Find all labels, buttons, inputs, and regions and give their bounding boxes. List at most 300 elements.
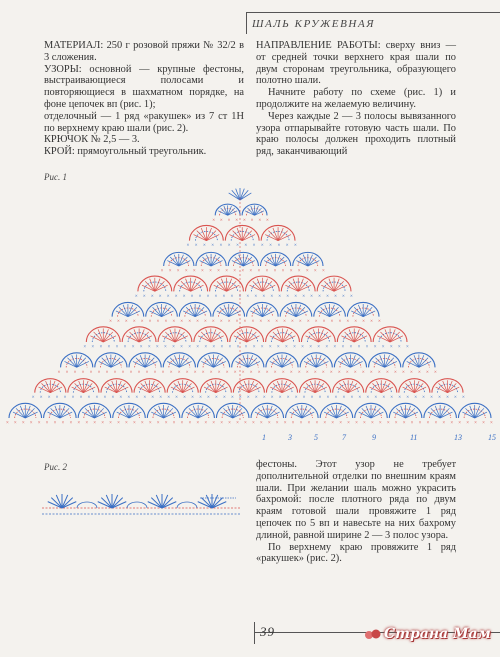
stitch-spoke [175,332,185,342]
chain-mark: × [194,243,198,249]
chain-mark: × [438,395,441,401]
stitch-spoke [287,307,296,316]
chain-mark: × [450,421,454,426]
chain-mark: × [153,370,157,376]
chain-mark: × [301,345,304,350]
chain-mark: × [143,395,147,401]
chain-mark: × [238,395,242,401]
chain-mark: × [342,395,346,401]
stitch-spoke [211,257,220,266]
chain-mark: × [474,421,477,426]
chain-mark: × [314,319,318,325]
chain-mark: × [265,269,269,274]
chain-mark: × [236,421,239,426]
chain-mark: × [283,319,286,325]
stitch-spoke [267,257,276,266]
chain-mark: × [378,319,381,325]
chain-mark: × [326,294,329,300]
chain-mark: × [313,370,317,376]
chain-mark: × [349,345,353,350]
stitch-spoke [227,281,237,291]
chain-mark: × [458,421,462,426]
chain-mark: × [331,421,335,426]
figure-2-label: Рис. 2 [44,462,67,472]
chain-mark: × [71,395,75,401]
chain-mark: × [406,395,410,401]
chain-mark: × [401,370,405,376]
chain-mark: × [169,370,173,376]
stitch-spoke [390,332,400,342]
chain-mark: × [185,370,189,376]
chain-mark: × [107,345,111,350]
chain-mark: × [390,395,394,401]
chain-mark: × [365,345,369,350]
chain-mark: × [168,269,172,274]
stitch-spoke [354,307,363,316]
chain-mark: × [160,269,164,274]
materials-text: МАТЕРИАЛ: 250 г розовой пряжи № 32/2 в 3 сложения. [44,40,244,63]
chain-mark: × [267,319,271,325]
shell-arc [77,502,97,508]
chain-mark: × [228,345,232,350]
row-number: 3 [288,433,292,442]
chain-mark: × [164,319,168,325]
crochet-chart-figure-1 [0,178,500,448]
chain-mark: × [201,269,204,274]
chain-mark: × [374,395,378,401]
chain-mark: × [251,421,255,426]
chain-mark: × [425,370,429,376]
chain-mark: × [63,395,67,401]
chain-mark: × [21,421,25,426]
chain-mark: × [426,421,430,426]
chain-mark: × [228,421,231,426]
chain-mark: × [268,345,272,350]
chain-mark: × [204,345,208,350]
chain-mark: × [155,345,159,350]
figure-1-label: Рис. 1 [44,172,67,182]
chain-mark: × [357,345,361,350]
chain-mark: × [238,294,242,300]
page-number: 39 [260,624,275,639]
chain-mark: × [225,370,229,376]
stitch-spoke [179,257,188,266]
chain-mark: × [322,319,326,325]
chain-mark: × [294,395,298,401]
chain-mark: × [147,345,151,350]
chain-mark: × [137,370,141,376]
patterns-text: УЗОРЫ: основной — крупные фестоны, выстраивающиеся полосами и повторяющиеся в шахматном порядке, на фоне цепочек вп (рис. 1); [44,63,244,110]
stitch-spoke [431,408,440,418]
chain-mark: × [174,294,178,300]
chain-mark: × [276,345,280,350]
chain-mark: × [243,319,247,325]
chain-mark: × [291,319,294,325]
stitch-spoke [273,383,282,392]
chain-mark: × [342,294,345,300]
chain-mark: × [244,421,247,426]
stitch-spoke [308,257,317,266]
stitch-spoke [334,281,344,291]
chain-mark: × [373,345,377,350]
stitch-spoke [354,332,364,342]
chain-mark: × [182,294,186,300]
chain-mark: × [230,395,234,401]
chain-mark: × [246,395,250,401]
start-text: Начните работу по схеме (рис. 1) и продолжите на желаемую величину. [256,87,456,110]
chain-mark: × [325,345,329,350]
chain-mark: × [266,218,269,224]
chain-mark: × [199,395,202,401]
chain-mark: × [109,421,112,426]
crochet-chart-figure-2 [40,476,245,526]
chain-mark: × [354,319,358,325]
chain-mark: × [145,370,149,376]
row-number: 7 [342,433,346,442]
stitch-spoke [102,358,111,368]
chain-mark: × [262,294,266,300]
chain-mark: × [337,370,341,376]
chain-mark: × [198,294,202,300]
chain-mark: × [317,345,321,350]
chain-mark: × [164,421,168,426]
chain-mark: × [293,345,296,350]
chain-mark: × [151,395,155,401]
chain-mark: × [227,218,231,224]
chain-mark: × [281,269,285,274]
chain-mark: × [422,395,425,401]
chain-mark: × [93,421,97,426]
chain-mark: × [134,294,138,300]
stitch-spoke [362,408,371,418]
chain-mark: × [214,294,218,300]
chain-mark: × [355,421,358,426]
chain-mark: × [215,395,218,401]
chain-mark: × [73,370,77,376]
chain-mark: × [302,395,306,401]
chain-mark: × [252,345,256,350]
chain-mark: × [402,421,406,426]
chain-mark: × [177,370,181,376]
stitch-spoke [376,358,385,368]
chain-mark: × [482,421,485,426]
stitch-spoke [223,408,232,418]
chain-mark: × [358,395,362,401]
chain-mark: × [161,370,165,376]
stitch-spoke [341,358,350,368]
chain-mark: × [29,421,33,426]
chain-mark: × [121,370,125,376]
stitch-spoke [228,208,235,215]
chain-mark: × [241,370,245,376]
chain-mark: × [249,370,253,376]
chain-mark: × [175,395,179,401]
shell-arc [177,502,197,508]
chain-mark: × [462,395,465,401]
chain-mark: × [418,421,422,426]
chain-mark: × [55,395,59,401]
stitch-spoke [202,257,211,266]
chain-mark: × [204,421,208,426]
chain-mark: × [244,243,248,249]
chain-mark: × [345,370,349,376]
chain-mark: × [339,421,343,426]
header-vertical-rule [246,12,247,34]
chain-mark: × [414,395,418,401]
chain-mark: × [377,370,381,376]
chain-mark: × [183,395,186,401]
chain-mark: × [454,395,457,401]
chain-mark: × [167,395,171,401]
chain-mark: × [202,243,206,249]
chain-mark: × [260,345,264,350]
chain-mark: × [53,421,57,426]
stitch-spoke [258,408,267,418]
chain-mark: × [249,269,253,274]
chain-mark: × [361,370,365,376]
chain-mark: × [236,345,240,350]
chain-mark: × [341,345,345,350]
shell-stitch [151,498,162,508]
chain-mark: × [242,218,246,224]
chain-mark: × [225,269,229,274]
chain-mark: × [333,345,337,350]
chain-mark: × [466,421,470,426]
section-title: ШАЛЬ КРУЖЕВНАЯ [252,18,376,30]
chain-mark: × [406,345,409,350]
chain-mark: × [334,294,337,300]
chain-mark: × [409,370,413,376]
stitch-spoke [85,408,94,418]
chain-mark: × [270,395,274,401]
chain-mark: × [13,421,17,426]
chain-mark: × [77,421,81,426]
chain-mark: × [275,319,279,325]
chain-mark: × [132,319,136,325]
stitch-spoke [283,332,293,342]
chain-mark: × [278,395,282,401]
chain-mark: × [267,421,271,426]
chain-mark: × [39,395,43,401]
chain-mark: × [119,395,123,401]
direction-text: НАПРАВЛЕНИЕ РАБОТЫ: сверху вниз — от средней точки верхнего края шали по двум сторонам треугольника, образующего полотно шали. [256,40,456,87]
chain-mark: × [81,370,85,376]
chain-mark: × [127,395,131,401]
chain-mark: × [309,345,313,350]
apex-stitch [240,190,248,200]
chain-mark: × [398,395,402,401]
chain-mark: × [47,395,51,401]
chain-mark: × [172,319,176,325]
chain-mark: × [302,294,306,300]
stitch-spoke [307,358,316,368]
chain-mark: × [89,370,93,376]
chain-mark: × [318,294,321,300]
row-number: 5 [314,433,318,442]
chain-mark: × [85,421,89,426]
chain-mark: × [65,370,69,376]
chain-mark: × [105,370,109,376]
stitch-spoke [41,383,50,392]
stitch-spoke [139,332,149,342]
chain-mark: × [131,345,135,350]
chain-mark: × [219,243,223,249]
chain-mark: × [176,269,180,274]
stitch-spoke [298,281,308,291]
chain-mark: × [362,319,366,325]
chain-mark: × [326,395,330,401]
stitch-spoke [439,383,448,392]
chain-mark: × [298,319,302,325]
watermark: Страна Мам [384,626,491,642]
stitch-spoke [220,307,229,316]
chain-mark: × [99,345,103,350]
chain-mark: × [347,421,351,426]
chain-mark: × [132,421,136,426]
chain-mark: × [305,269,309,274]
chain-mark: × [159,395,163,401]
chain-mark: × [148,421,152,426]
stitch-spoke [276,257,285,266]
chain-mark: × [323,421,327,426]
chain-mark: × [334,395,338,401]
chain-mark: × [101,421,105,426]
chain-mark: × [212,345,216,350]
chain-mark: × [310,395,314,401]
right-text-column [256,40,456,158]
chain-mark: × [83,345,87,350]
chain-mark: × [329,370,333,376]
chain-mark: × [233,269,237,274]
stitch-spoke [170,257,179,266]
stitch-spoke [189,408,198,418]
fringe-text: фестоны. Этот узор не требует дополнительной отделки по внешним краям шали. При желании шаль можно украсить бахромой: после плотного ряда по двум краям готовой шали провяжите 1 ряд цепочек по 5 вп и навесьте на них бахрому длиной, равной ширине 2 — 3 полос узора. [256,459,456,541]
unravel-text: Через каждые 2 — 3 полосы вывязанного узора отпарывайте готовую часть шали. По краю полосы должен проходить плотный ряд, заканчивающий [256,110,456,158]
stitch-spoke [153,307,162,316]
footer-vertical-rule [254,622,255,644]
chain-mark: × [164,345,167,350]
stitch-spoke [108,383,117,392]
cut-text: КРОЙ: прямоугольный треугольник. [44,146,207,158]
row-numbers [262,433,496,442]
chain-mark: × [95,395,99,401]
top-edge-text: По верхнему краю провяжите 1 ряд «ракушек» (рис. 2). [256,541,456,565]
chain-mark: × [87,395,91,401]
chain-mark: × [270,294,274,300]
chain-mark: × [125,421,128,426]
stitch-spoke [273,358,282,368]
stitch-spoke [103,332,113,342]
stitch-spoke [206,231,216,241]
stitch-spoke [372,383,381,392]
chain-mark: × [188,319,192,325]
chain-mark: × [283,421,287,426]
chain-mark: × [192,269,196,274]
stitch-spoke [293,408,302,418]
chain-mark: × [382,395,386,401]
chain-mark: × [350,294,353,300]
chain-mark: × [209,269,212,274]
chain-mark: × [79,395,83,401]
chain-mark: × [363,421,366,426]
chain-mark: × [313,269,317,274]
row-number: 11 [410,433,418,442]
chain-mark: × [378,421,382,426]
chain-mark: × [318,395,322,401]
chain-mark: × [294,294,298,300]
stitch-spoke [339,383,348,392]
chain-mark: × [148,319,152,325]
stitch-spoke [191,281,201,291]
header-rule [246,12,500,13]
shell-arc [127,502,147,508]
chain-mark: × [196,319,199,325]
shell-stitch [212,498,223,508]
stitch-spoke [155,281,165,291]
chain-mark: × [91,345,95,350]
chain-mark: × [97,370,101,376]
stitch-spoke [465,408,474,418]
chain-mark: × [254,395,258,401]
chain-mark: × [259,421,263,426]
stitch-spoke [68,358,77,368]
chain-mark: × [222,294,226,300]
stitch-spoke [240,383,249,392]
stitch-spoke [207,383,216,392]
stitch-spoke [75,383,84,392]
chain-mark: × [235,319,239,325]
hook-text: КРЮЧОК № 2,5 — 3. [44,134,140,146]
stitch-spoke [16,408,25,418]
shell-stitch [162,498,173,508]
chain-mark: × [252,243,256,249]
stitch-spoke [410,358,419,368]
chain-mark: × [370,421,374,426]
stitch-spoke [242,231,252,241]
chain-mark: × [330,319,334,325]
row-number: 15 [488,433,496,442]
chain-mark: × [306,319,310,325]
chain-mark: × [115,345,119,350]
chain-mark: × [207,395,210,401]
chain-mark: × [156,319,160,325]
chain-mark: × [180,319,184,325]
chain-mark: × [190,294,194,300]
chain-mark: × [410,421,414,426]
stitch-spoke [211,332,221,342]
chain-mark: × [490,421,493,426]
chain-mark: × [191,395,194,401]
apex-stitch [232,190,240,200]
chain-mark: × [117,319,120,325]
chain-mark: × [338,319,342,325]
chain-mark: × [111,395,115,401]
chain-mark: × [109,319,112,325]
shell-stitch [101,498,112,508]
chain-mark: × [346,319,350,325]
stitch-spoke [170,358,179,368]
chain-mark: × [251,319,255,325]
chain-mark: × [294,243,297,249]
row-number: 9 [372,433,376,442]
chain-mark: × [262,395,266,401]
stitch-spoke [141,383,150,392]
shell-stitch [51,498,62,508]
chain-mark: × [196,345,200,350]
chain-mark: × [140,319,144,325]
stitch-spoke [204,358,213,368]
chain-mark: × [217,269,220,274]
